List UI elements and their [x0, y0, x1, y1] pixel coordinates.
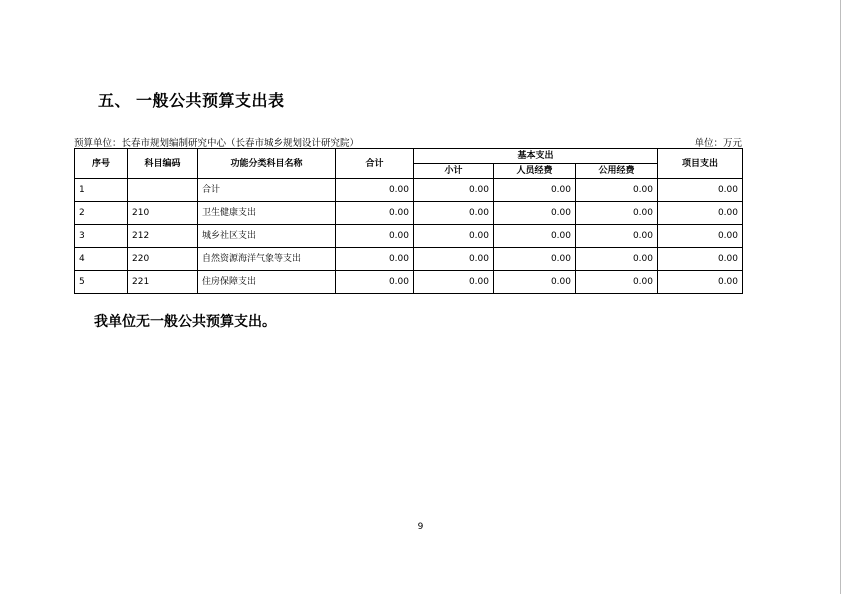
cell-name: 城乡社区支出 [198, 225, 336, 248]
cell-seq: 4 [75, 248, 128, 271]
cell-seq: 5 [75, 271, 128, 294]
cell-project: 0.00 [658, 179, 743, 202]
cell-subtotal: 0.00 [414, 179, 494, 202]
cell-total: 0.00 [336, 202, 414, 225]
section-heading [98, 88, 285, 111]
header-project: 项目支出 [658, 149, 743, 179]
header-public: 公用经费 [576, 164, 658, 179]
cell-seq: 2 [75, 202, 128, 225]
table-row [75, 225, 743, 248]
header-total: 合计 [336, 149, 414, 179]
cell-total: 0.00 [336, 225, 414, 248]
header-row-top [75, 149, 743, 164]
cell-name: 自然资源海洋气象等支出 [198, 248, 336, 271]
section-title: 一般公共预算支出表 [136, 91, 285, 110]
header-name: 功能分类科目名称 [198, 149, 336, 179]
table-meta-row [74, 135, 742, 149]
cell-code: 212 [128, 225, 198, 248]
currency-unit: 单位：万元 [694, 138, 742, 149]
header-subtotal: 小计 [414, 164, 494, 179]
cell-subtotal: 0.00 [414, 225, 494, 248]
header-personnel: 人员经费 [494, 164, 576, 179]
cell-code: 220 [128, 248, 198, 271]
cell-public: 0.00 [576, 202, 658, 225]
page-number: 9 [417, 522, 424, 532]
cell-project: 0.00 [658, 248, 743, 271]
cell-code: 210 [128, 202, 198, 225]
table-row [75, 248, 743, 271]
table-row [75, 271, 743, 294]
cell-personnel: 0.00 [494, 179, 576, 202]
cell-name: 住房保障支出 [198, 271, 336, 294]
header-basic: 基本支出 [414, 149, 658, 164]
cell-code: 221 [128, 271, 198, 294]
cell-subtotal: 0.00 [414, 248, 494, 271]
budget-unit-name: 长春市规划编制研究中心（长春市城乡规划设计研究院） [121, 138, 360, 149]
cell-seq: 3 [75, 225, 128, 248]
no-expenditure-note: 我单位无一般公共预算支出。 [94, 314, 276, 330]
cell-subtotal: 0.00 [414, 202, 494, 225]
cell-total: 0.00 [336, 271, 414, 294]
cell-personnel: 0.00 [494, 248, 576, 271]
cell-total: 0.00 [336, 248, 414, 271]
cell-public: 0.00 [576, 248, 658, 271]
cell-project: 0.00 [658, 202, 743, 225]
cell-public: 0.00 [576, 225, 658, 248]
cell-code [128, 179, 198, 202]
cell-personnel: 0.00 [494, 202, 576, 225]
cell-public: 0.00 [576, 271, 658, 294]
cell-subtotal: 0.00 [414, 271, 494, 294]
cell-name: 卫生健康支出 [198, 202, 336, 225]
section-number: 五、 [98, 91, 132, 110]
header-seq: 序号 [75, 149, 128, 179]
table-row [75, 202, 743, 225]
budget-unit-label: 预算单位： [74, 138, 122, 149]
cell-public: 0.00 [576, 179, 658, 202]
table-row [75, 179, 743, 202]
cell-project: 0.00 [658, 225, 743, 248]
cell-name: 合计 [198, 179, 336, 202]
cell-personnel: 0.00 [494, 225, 576, 248]
budget-table [74, 148, 743, 294]
header-code: 科目编码 [128, 149, 198, 179]
cell-total: 0.00 [336, 179, 414, 202]
cell-project: 0.00 [658, 271, 743, 294]
cell-personnel: 0.00 [494, 271, 576, 294]
cell-seq: 1 [75, 179, 128, 202]
